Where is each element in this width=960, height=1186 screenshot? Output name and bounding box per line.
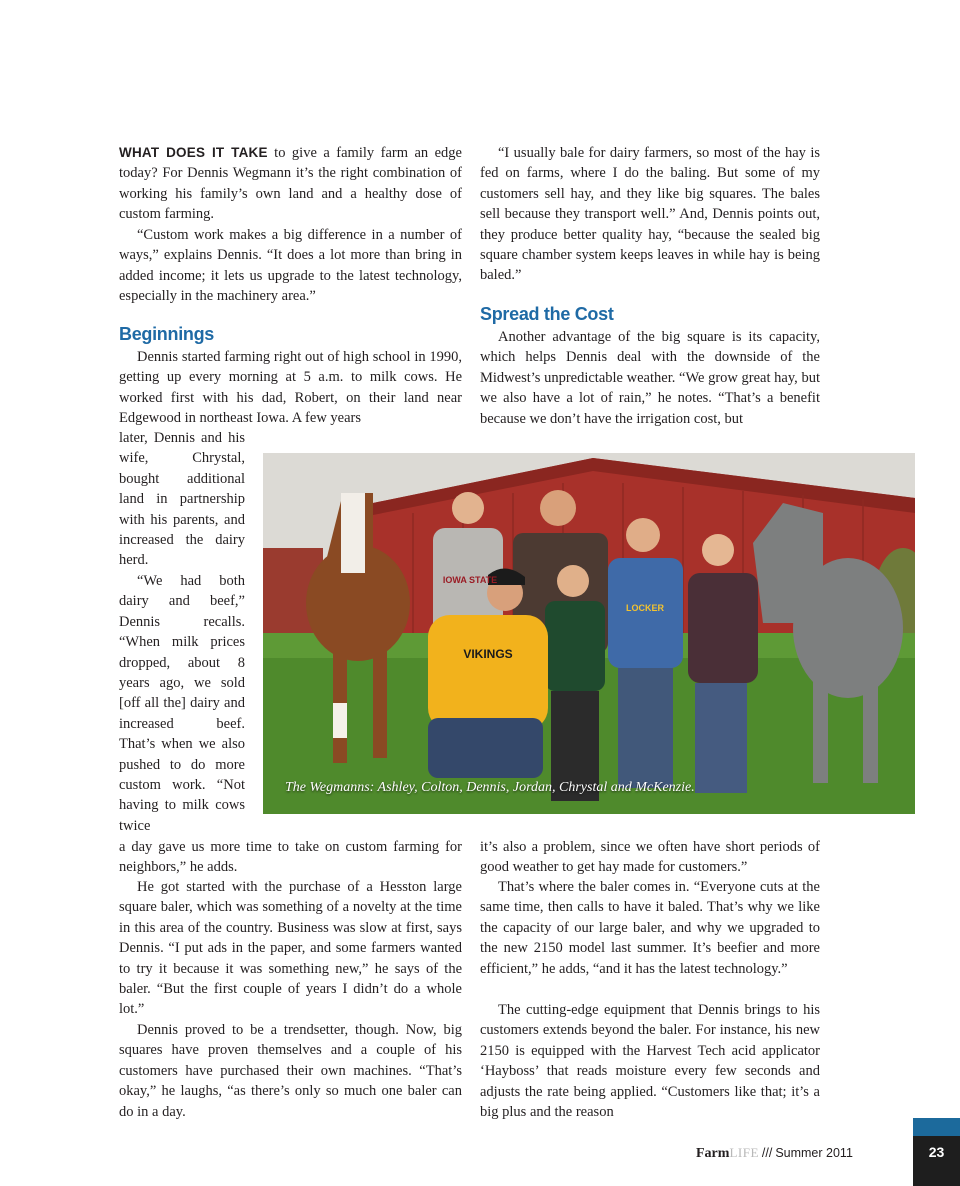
paragraph: Dennis proved to be a trendsetter, though. Now, big squares have proven themselves and a couple of his customers have purchased their own machines. “That’s okay,” he laughs, “as there’s only so much one baler can do in a day.: [119, 1022, 462, 1120]
lead-in: WHAT DOES IT TAKE: [119, 145, 268, 160]
paragraph: “I usually bale for dairy farmers, so most of the hay is fed on farms, where I do the baling. But some of my customers sell hay, and they like big squares. The bales sell because they transport well.” And, Dennis points out, they produce better quality hay, “because the sealed big square chamber system keeps leaves in while hay is being baled.”: [480, 145, 820, 284]
sweatshirt-text: VIKINGS: [463, 647, 513, 661]
paragraph-narrow: “We had both dairy and beef,” Dennis recalls. “When milk prices dropped, about 8 years ago, we sold [off all the] dairy and increased beef. That’s when we also pushed to do more custom work. “Not having to milk cows twice: [119, 573, 245, 834]
paragraph: He got started with the purchase of a Hesston large square baler, which was something of a novelty at the time in this area of the country. Business was slow at first, says Dennis. “I put ads in the paper, and some farmers wanted to try it because it was something new,” he says of the baler. “But the first couple of years I didn’t do a whole lot.”: [119, 879, 462, 1018]
page-number: 23: [928, 1144, 945, 1160]
paragraph: a day gave us more time to take on custom farming for neighbors,” he adds.: [119, 839, 462, 876]
sweatshirt-text: LOCKER: [626, 603, 664, 613]
footer-separator: ///: [761, 1146, 773, 1160]
photo-caption: The Wegmanns: Ashley, Colton, Dennis, Jordan, Chrystal and McKenzie.: [285, 780, 695, 795]
family-photo: [263, 453, 915, 814]
brand-logo-farm: Farm: [696, 1146, 730, 1161]
paragraph: Another advantage of the big square is its capacity, which helps Dennis deal with the downside of the Midwest’s unpredictable weather. “We grow great hay, but we also have a lot of rain,” he notes. “That’s a benefit because we don’t have the irrigation cost, but: [480, 329, 820, 427]
paragraph: The cutting-edge equipment that Dennis brings to his customers extends beyond the baler. For instance, his new 2150 is equipped with the Harvest Tech acid applicator ‘Hayboss’ that reads moisture every few seconds and adjusts the rate being applied. “Customers like that; it’s a big plus and the reason: [480, 1002, 820, 1121]
section-heading-spread-the-cost: Spread the Cost: [480, 304, 614, 324]
family-photo-illustration: [263, 453, 915, 814]
intro-paragraph: [119, 143, 462, 225]
brand-logo-life: LIFE: [729, 1145, 759, 1160]
footer-folio: [696, 1145, 853, 1162]
paragraph-narrow: later, Dennis and his wife, Chrystal, bought additional land in partnership with his parents, and increased the dairy herd.: [119, 430, 245, 569]
sweatshirt-text: IOWA STATE: [442, 575, 498, 585]
issue-date: Summer 2011: [775, 1146, 853, 1160]
paragraph: Dennis started farming right out of high school in 1990, getting up every morning at 5 a.m. to milk cows. He worked first with his dad, Robert, on their land near Edgewood in northeast Iowa. A few years: [119, 349, 462, 427]
page-tab-accent: [913, 1118, 960, 1136]
section-heading-beginnings: Beginnings: [119, 324, 214, 344]
paragraph: That’s where the baler comes in. “Everyone cuts at the same time, then calls to have it baled. That’s why we like the capacity of our large baler, and why we upgraded to the new 2150 model last summer. It’s beefier and more efficient,” he adds, “and it has the latest technology.”: [480, 879, 820, 977]
paragraph: “Custom work makes a big difference in a number of ways,” explains Dennis. “It does a lot more than bring in added income; it lets us upgrade to the latest technology, especially in the machinery area.”: [119, 227, 462, 305]
paragraph: it’s also a problem, since we often have short periods of good weather to get hay made for customers.”: [480, 839, 820, 876]
intro-text: to give a family farm an edge today? For Dennis Wegmann it’s the right combination of working his family’s own land and a healthy dose of custom farming.: [119, 145, 462, 223]
